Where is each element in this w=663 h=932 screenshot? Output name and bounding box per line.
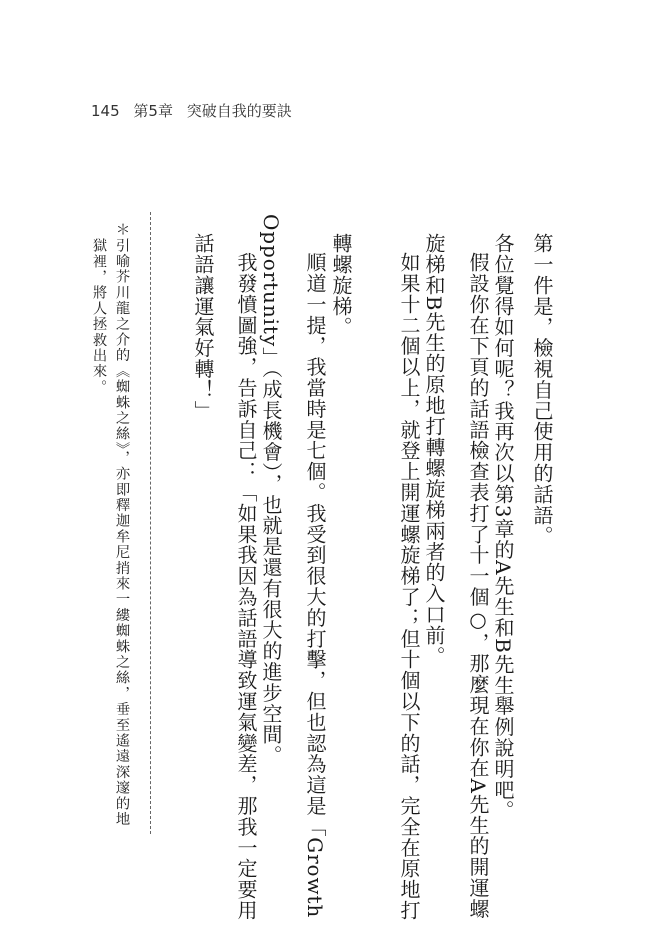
body-column: 假設你在下頁的話語檢查表打了十一個○，那麼現在你在A先生的開運螺 <box>466 252 490 920</box>
body-column: 話語讓運氣好轉！」 <box>191 233 215 422</box>
footnote-column: 獄裡，將人拯救出來。 <box>91 238 107 395</box>
chapter-title: 突破自我的要訣 <box>186 102 292 120</box>
body-column: 轉螺旋梯。 <box>329 233 353 338</box>
body-column: 各位覺得如何呢？我再次以第3章的A先生和B先生舉例說明吧。 <box>491 233 515 821</box>
body-column: 順道一提，我當時是七個。我受到很大的打擊，但也認為這是「Growth <box>303 252 327 919</box>
page-number: 145 <box>91 102 120 120</box>
body-column: 旋梯和B先生的原地打轉螺旋梯兩者的入口前。 <box>422 233 446 667</box>
running-header <box>91 100 301 121</box>
body-column: 我發憤圖強，告訴自己：「如果我因為話語導致運氣變差，那我一定要用 <box>234 252 258 921</box>
body-column: 第一件是，檢視自己使用的話語。 <box>530 233 554 547</box>
chapter-label: 第5章 <box>133 102 173 120</box>
body-column: Opportunity」（成長機會），也就是還有很大的進步空間。 <box>259 214 283 766</box>
footnote-divider <box>150 212 151 834</box>
footnote-column: ＊引喻芥川龍之介的《蜘蛛之絲》，亦即釋迦牟尼捎來一縷蜘蛛之絲，垂至遙遠深邃的地 <box>114 222 130 828</box>
body-column: 如果十二個以上，就登上開運螺旋梯了；但十個以下的話，完全在原地打 <box>397 252 421 921</box>
